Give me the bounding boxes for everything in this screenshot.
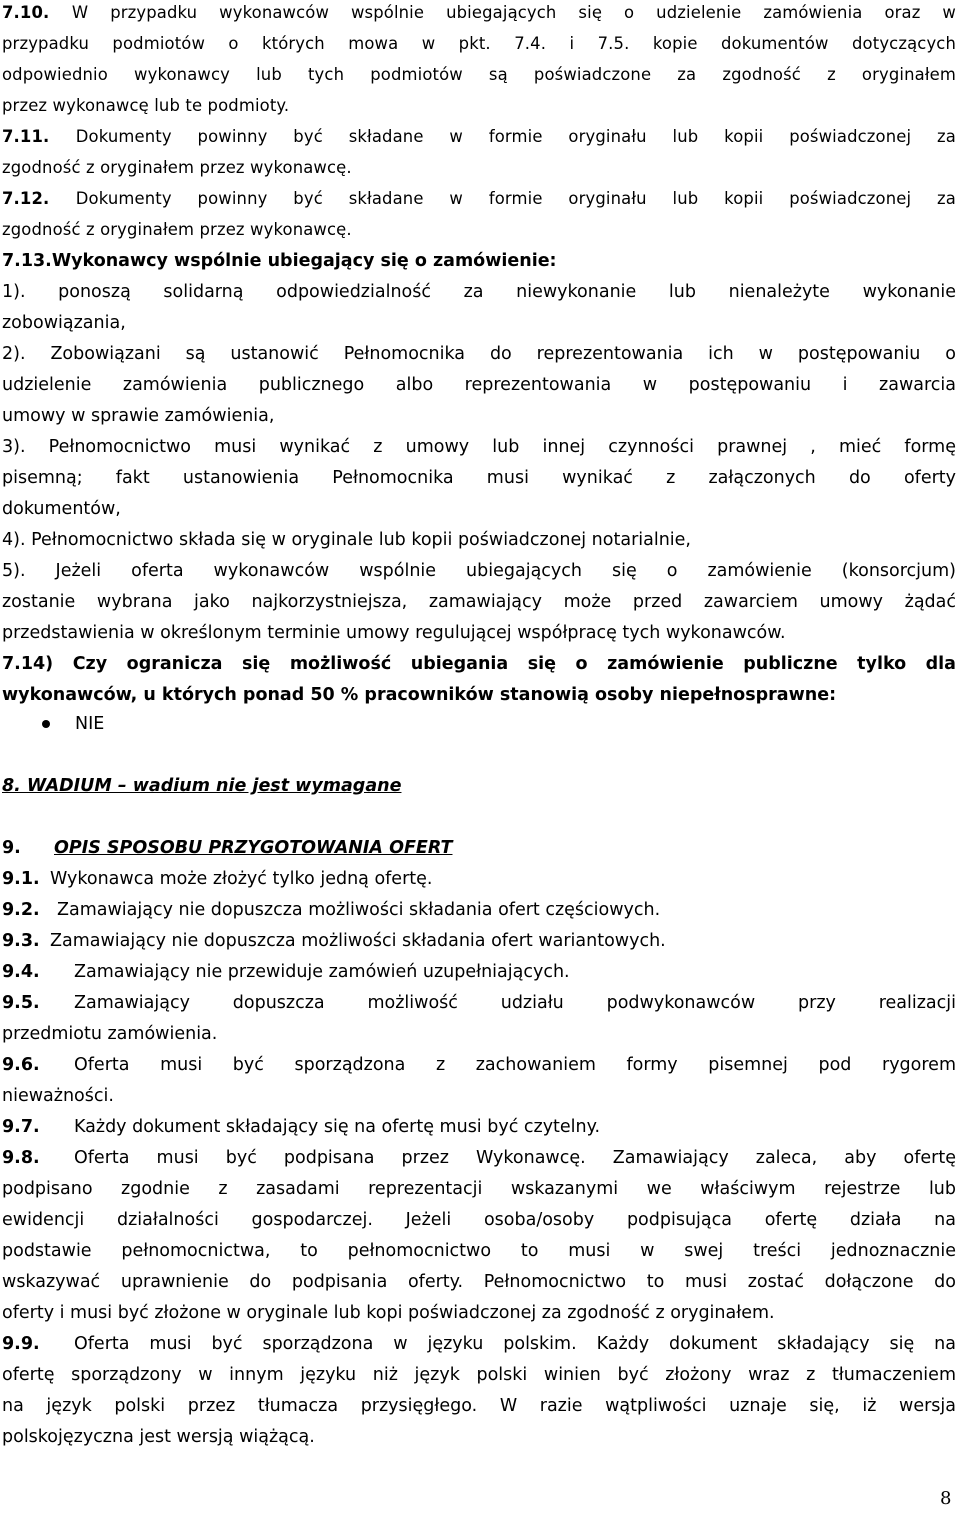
line-text: W przypadku wykonawców wspólnie ubiegających się o udzielenie zamówienia oraz w — [71, 3, 956, 22]
text-line — [2, 900, 956, 920]
text-line — [2, 3, 956, 23]
text-line: ofertę sporządzony w innym języku niż język polski winien być złożony wraz z tłumaczeniem — [2, 1365, 956, 1385]
text-line: 4). Pełnomocnictwo składa się w oryginale lub kopii poświadczonej notarialnie, — [2, 530, 691, 550]
text-line: umowy w sprawie zamówienia, — [2, 406, 275, 426]
line-text: Dokumenty powinny być składane w formie oryginału lub kopii poświadczonej za — [75, 127, 956, 146]
text-line: oferty i musi być złożone w oryginale lub kopi poświadczonej za zgodność z oryginałem. — [2, 1303, 775, 1323]
text-line — [2, 931, 956, 951]
text-line: dokumentów, — [2, 499, 121, 519]
section-number: 7.10. — [2, 3, 72, 22]
section-title: OPIS SPOSOBU PRZYGOTOWANIA OFERT — [54, 838, 453, 858]
bullet-icon — [42, 720, 50, 728]
text-line: przez wykonawcę lub te podmioty. — [2, 96, 290, 115]
text-line: zgodność z oryginałem przez wykonawcę. — [2, 220, 352, 239]
line-text: Oferta musi być sporządzona w języku polskim. Każdy dokument składający się na — [74, 1334, 956, 1354]
text-line — [2, 993, 956, 1013]
text-line — [2, 189, 956, 209]
text-line: przedmiotu zamówienia. — [2, 1024, 218, 1044]
line-text: Dokumenty powinny być składane w formie oryginału lub kopii poświadczonej za — [75, 189, 956, 208]
text-line: przedstawienia w określonym terminie umowy regulującej współpracę tych wykonawców. — [2, 623, 786, 643]
text-line: pisemną; fakt ustanowienia Pełnomocnika musi wynikać z załączonych do oferty — [2, 468, 956, 488]
section-number: 9.7. — [2, 1117, 40, 1137]
text-line — [2, 1148, 956, 1168]
text-line: 3). Pełnomocnictwo musi wynikać z umowy lub innej czynności prawnej , mieć formę — [2, 437, 956, 457]
section-number: 9.8. — [2, 1148, 40, 1168]
section-number: 7.12. — [2, 189, 76, 208]
text-line: 2). Zobowiązani są ustanowić Pełnomocnika do reprezentowania ich w postępowaniu o — [2, 344, 956, 364]
section-heading — [2, 838, 956, 858]
section-number: 9.3. — [2, 931, 40, 951]
answer-text: NIE — [75, 714, 105, 734]
text-line: zobowiązania, — [2, 313, 126, 333]
text-line: 5). Jeżeli oferta wykonawców wspólnie ubiegających się o zamówienie (konsorcjum) — [2, 561, 956, 581]
section-number: 9.1. — [2, 869, 40, 889]
section-heading: 7.13.Wykonawcy wspólnie ubiegający się o zamówienie: — [2, 251, 557, 271]
page-number: 8 — [940, 1488, 952, 1509]
text-line: nieważności. — [2, 1086, 114, 1106]
text-line: na język polski przez tłumacza przysięgłego. W razie wątpliwości uznaje się, iż wersja — [2, 1396, 956, 1416]
text-line: zgodność z oryginałem przez wykonawcę. — [2, 158, 352, 177]
text-line: ewidencji działalności gospodarczej. Jeżeli osoba/osoby podpisująca ofertę działa na — [2, 1210, 956, 1230]
line-text: Oferta musi być podpisana przez Wykonawcę. Zamawiający zaleca, aby ofertę — [74, 1148, 956, 1168]
text-line — [2, 869, 956, 889]
text-line: podstawie pełnomocnictwa, to pełnomocnictwo to musi w swej treści jednoznacznie — [2, 1241, 956, 1261]
line-text: Wykonawca może złożyć tylko jedną ofertę. — [50, 869, 433, 889]
text-line — [2, 1334, 956, 1354]
line-text: Zamawiający dopuszcza możliwość udziału podwykonawców przy realizacji — [74, 993, 956, 1013]
text-line — [2, 1117, 956, 1137]
line-text: Zamawiający nie przewiduje zamówień uzupełniających. — [74, 962, 570, 982]
section-number: 9.2. — [2, 900, 40, 920]
text-line: podpisano zgodnie z zasadami reprezentacji wskazanymi we właściwym rejestrze lub — [2, 1179, 956, 1199]
section-number: 9.5. — [2, 993, 40, 1013]
section-number: 7.11. — [2, 127, 76, 146]
section-number: 9.6. — [2, 1055, 40, 1075]
text-line: udzielenie zamówienia publicznego albo reprezentowania w postępowaniu i zawarcia — [2, 375, 956, 395]
section-heading: 7.14) Czy ogranicza się możliwość ubiegania się o zamówienie publiczne tylko dla — [2, 654, 956, 674]
line-text: Oferta musi być sporządzona z zachowaniem formy pisemnej pod rygorem — [74, 1055, 956, 1075]
section-number: 9.9. — [2, 1334, 40, 1354]
line-text: Zamawiający nie dopuszcza możliwości składania ofert wariantowych. — [50, 931, 666, 951]
text-line: zostanie wybrana jako najkorzystniejsza, zamawiający może przed zawarciem umowy żądać — [2, 592, 956, 612]
text-line: polskojęzyczna jest wersją wiążącą. — [2, 1427, 315, 1447]
section-heading: 8. WADIUM – wadium nie jest wymagane — [2, 776, 402, 796]
section-number: 9. — [2, 838, 21, 858]
line-text: Zamawiający nie dopuszcza możliwości składania ofert częściowych. — [57, 900, 661, 920]
text-line: 1). ponoszą solidarną odpowiedzialność za niewykonanie lub nienależyte wykonanie — [2, 282, 956, 302]
text-line: wskazywać uprawnienie do podpisania oferty. Pełnomocnictwo to musi zostać dołączone do — [2, 1272, 956, 1292]
text-line: przypadku podmiotów o których mowa w pkt. 7.4. i 7.5. kopie dokumentów dotyczących — [2, 34, 956, 53]
section-heading: wykonawców, u których ponad 50 % pracowników stanowią osoby niepełnosprawne: — [2, 685, 837, 705]
text-line: odpowiednio wykonawcy lub tych podmiotów są poświadczone za zgodność z oryginałem — [2, 65, 956, 84]
section-number: 9.4. — [2, 962, 40, 982]
text-line — [2, 127, 956, 147]
text-line — [2, 1055, 956, 1075]
line-text: Każdy dokument składający się na ofertę musi być czytelny. — [74, 1117, 601, 1137]
text-line — [2, 962, 956, 982]
